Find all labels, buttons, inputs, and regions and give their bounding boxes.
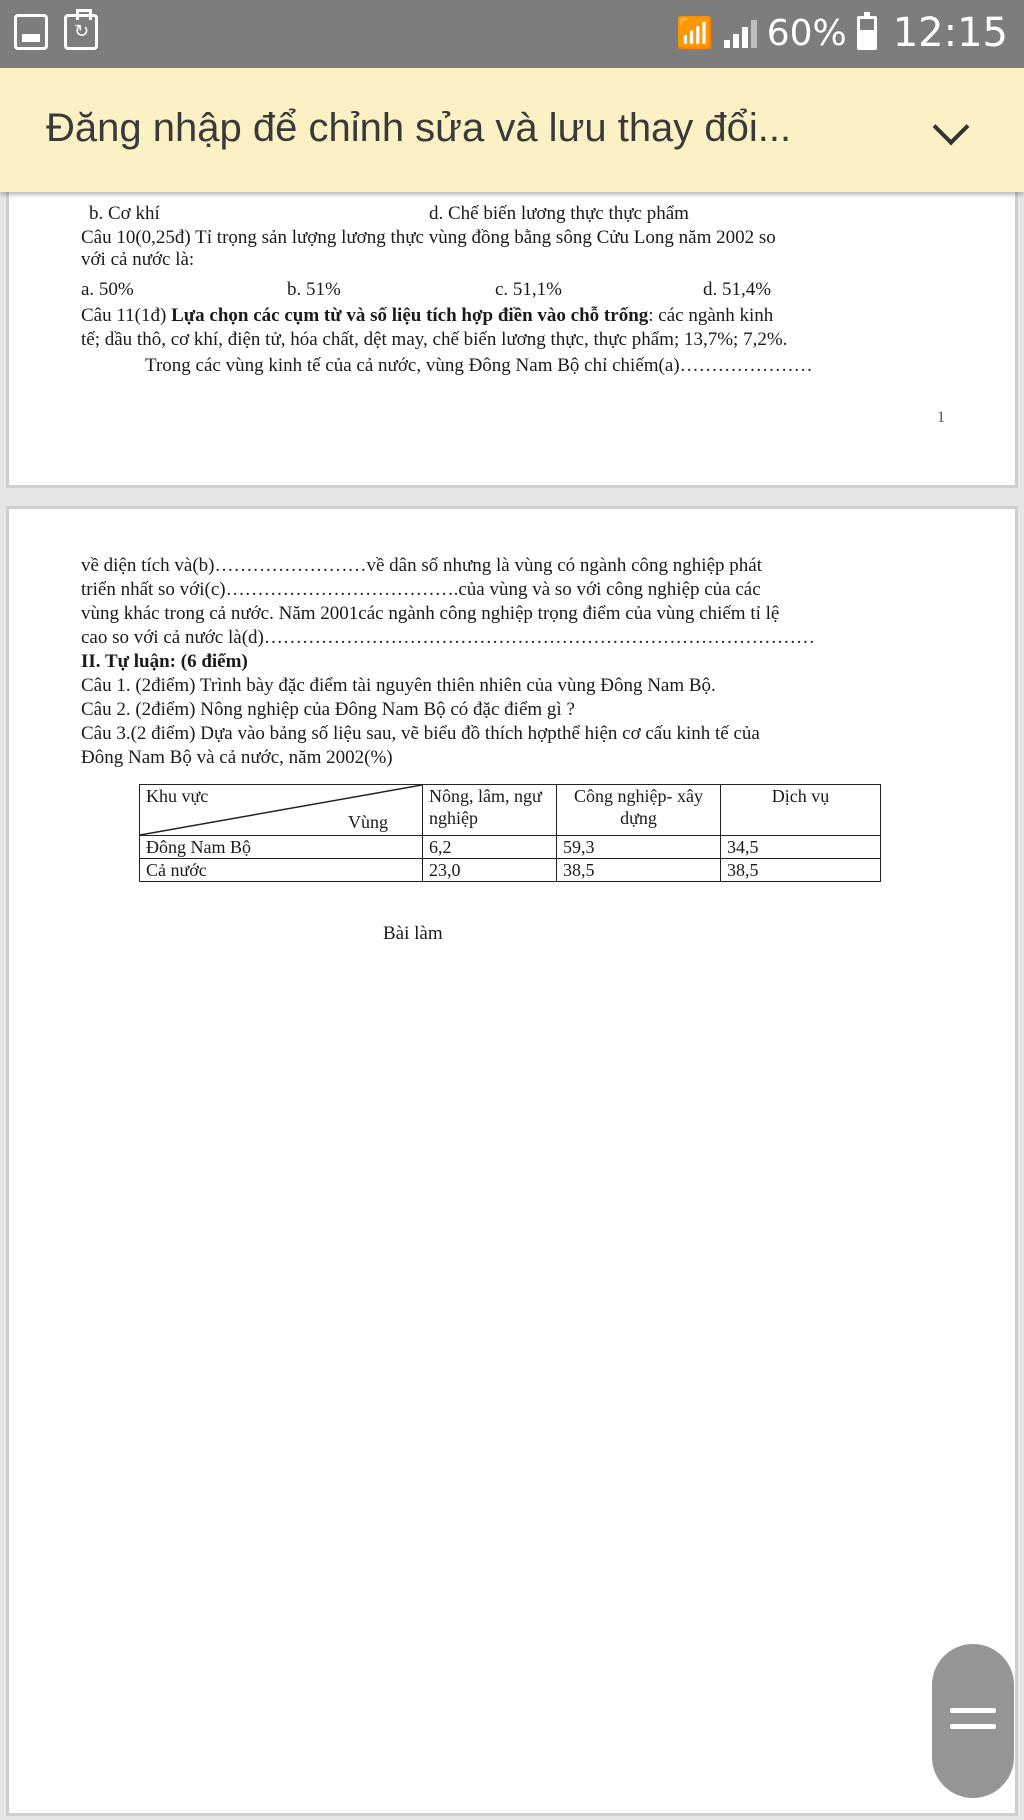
battery-percent: 60% (766, 12, 847, 54)
table-cell: 38,5 (721, 859, 881, 882)
answer-option-d: d. 51,4% (703, 279, 772, 300)
corner-label-bottom: Vùng (348, 812, 388, 832)
essay-question-3-cont: Đông Nam Bộ và cả nước, năm 2002(%) (81, 747, 393, 768)
document-page-1 (6, 186, 1018, 488)
sign-in-banner[interactable] (0, 68, 1024, 192)
clipboard-sync-icon (64, 14, 98, 50)
answer-option-c: c. 51,1% (495, 279, 563, 300)
fill-blank-c: triển nhất so với(c)……………………………….của vùng và so với công nghiệp của các (81, 579, 761, 600)
chevron-down-icon[interactable] (933, 109, 970, 146)
answer-label: Bài làm (383, 923, 443, 944)
table-cell: 59,3 (557, 836, 721, 859)
fill-blank-a: Trong các vùng kinh tế của cả nước, vùng Đông Nam Bộ chỉ chiếm(a)………………… (145, 355, 813, 376)
essay-question-3: Câu 3.(2 điểm) Dựa vào bảng số liệu sau, vẽ biểu đồ thích hợpthể hiện cơ cấu kinh tế của (81, 723, 760, 744)
option-text: d. Chế biến lương thực thực phẩm (429, 203, 689, 224)
table-cell: 34,5 (721, 836, 881, 859)
table-cell: Đông Nam Bộ (140, 836, 423, 859)
table-header-cell: Nông, lâm, ngư nghiệp (423, 785, 557, 836)
question-text: tế; dầu thô, cơ khí, điện tử, hóa chất, dệt may, chế biến lương thực, thực phẩm; 13,7%; 7,2%. (81, 329, 788, 350)
clock: 12:15 (892, 10, 1008, 56)
question-11-number: Câu 11(1đ) (81, 305, 167, 326)
corner-label-top: Khu vực (146, 786, 209, 806)
gallery-icon (14, 14, 48, 50)
signal-icon (724, 18, 757, 48)
system-icons (676, 10, 1008, 56)
table-header-row (140, 785, 881, 836)
answer-option-a: a. 50% (81, 279, 134, 300)
status-bar (0, 0, 1024, 68)
table-header-cell: Công nghiệp- xây dựng (557, 785, 721, 836)
table-corner-cell (140, 785, 423, 836)
table-cell: 38,5 (557, 859, 721, 882)
question-11 (81, 305, 773, 327)
document-page-2 (6, 506, 1018, 1816)
fill-blank-b: về diện tích và(b)……………………về dân số nhưng là vùng có ngành công nghiệp phát (81, 555, 762, 576)
option-text: b. Cơ khí (89, 203, 160, 224)
battery-icon (857, 16, 877, 50)
table-row (140, 836, 881, 859)
essay-question-2: Câu 2. (2điểm) Nông nghiệp của Đông Nam Bộ có đặc điểm gì ? (81, 699, 575, 720)
table-header-cell: Dịch vụ (721, 785, 881, 836)
question-text: vùng khác trong cả nước. Năm 2001các ngành công nghiệp trọng điểm của vùng chiếm tỉ lệ (81, 603, 780, 624)
scroll-handle[interactable] (932, 1644, 1014, 1798)
section-heading: II. Tự luận: (6 điểm) (81, 651, 248, 672)
grip-line (950, 1724, 996, 1729)
grip-line (950, 1708, 996, 1713)
question-text: với cả nước là: (81, 249, 195, 270)
sign-in-banner-text: Đăng nhập để chỉnh sửa và lưu thay đổi... (46, 106, 792, 150)
question-text: Câu 10(0,25đ) Tỉ trọng sản lượng lương thực vùng đồng bằng sông Cửu Long năm 2002 so (81, 227, 776, 248)
question-11-instruction: Lựa chọn các cụm từ và số liệu tích hợp điền vào chỗ trống (171, 305, 649, 326)
notification-icons (14, 14, 98, 50)
page-number: 1 (937, 409, 945, 426)
table-cell: 23,0 (423, 859, 557, 882)
essay-question-1: Câu 1. (2điểm) Trình bày đặc điểm tài nguyên thiên nhiên của vùng Đông Nam Bộ. (81, 675, 716, 696)
table-cell: 6,2 (423, 836, 557, 859)
fill-blank-d: cao so với cả nước là(d)…………………………………………………………………………… (81, 627, 815, 648)
table-row (140, 859, 881, 882)
question-11-rest: : các ngành kinh (648, 305, 774, 326)
data-table (139, 784, 881, 882)
table-cell: Cả nước (140, 859, 423, 882)
wifi-icon: 📶 (676, 15, 714, 51)
answer-option-b: b. 51% (287, 279, 341, 300)
